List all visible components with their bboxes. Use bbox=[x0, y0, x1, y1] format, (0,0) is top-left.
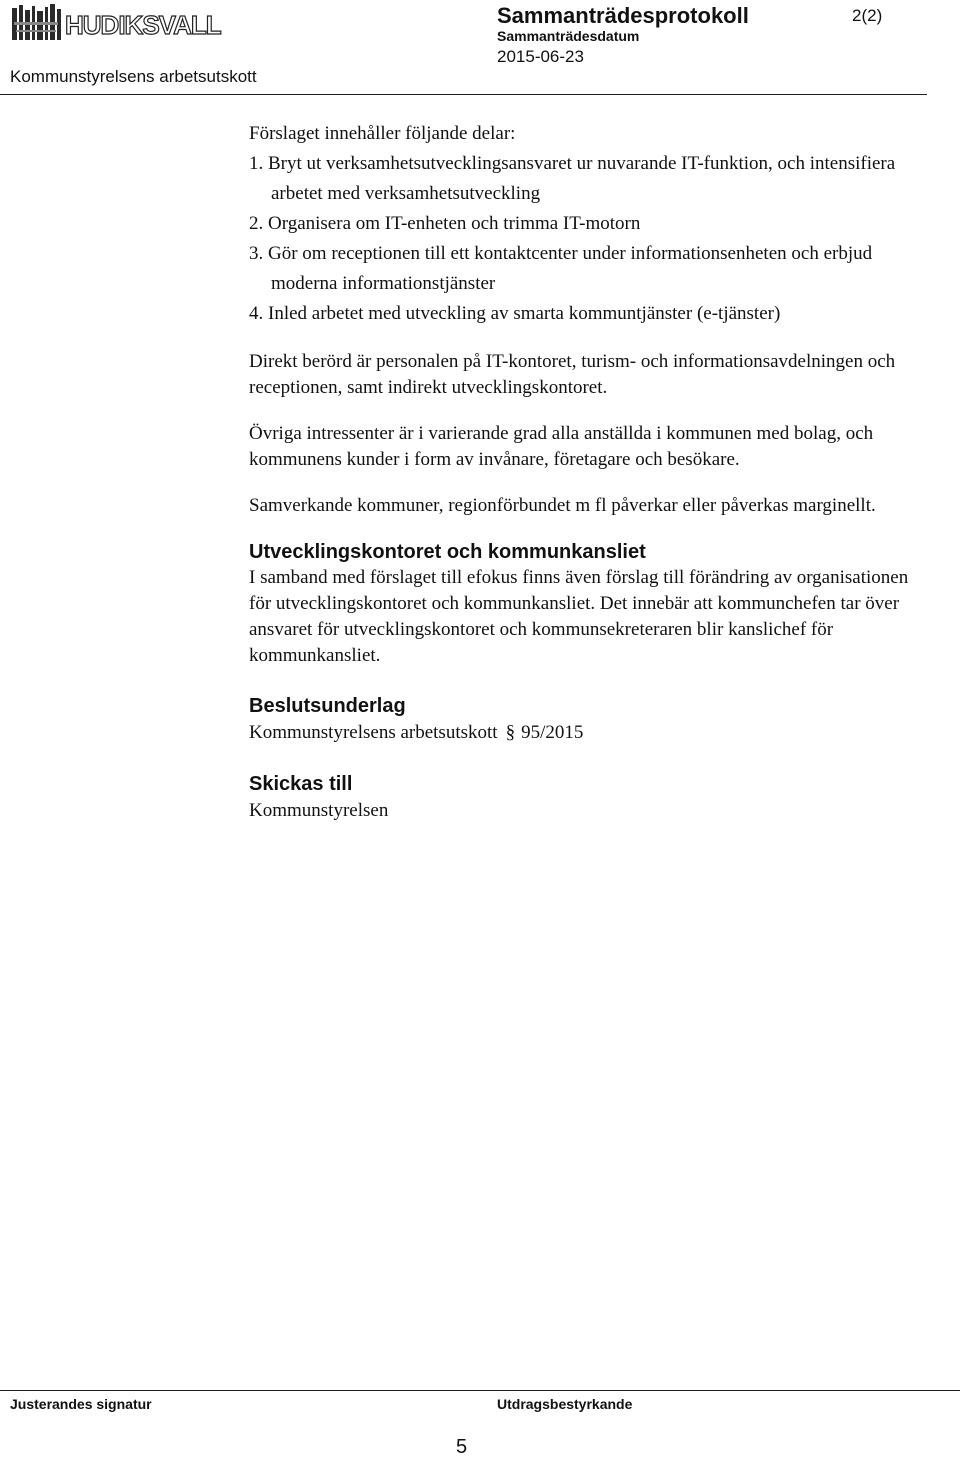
document-body bbox=[249, 119, 919, 825]
document-title: Sammanträdesprotokoll bbox=[497, 3, 749, 28]
heading-beslutsunderlag: Beslutsunderlag bbox=[249, 695, 406, 717]
beslutsunderlag-reference bbox=[249, 719, 919, 747]
meeting-date-label: Sammanträdesdatum bbox=[497, 28, 640, 44]
page-indicator: 2(2) bbox=[852, 6, 883, 25]
recipient: Kommunstyrelsen bbox=[249, 800, 389, 821]
paragraph-utvecklingskontoret: I samband med förslaget till efokus finns även förslag till förändring av organisationen för utvecklingskontoret och kommunkansliet. Det innebär att kommunchefen tar över ansvaret för utvecklingskontoret och kommunsekreteraren blir kanslichef för kommunkansliet. bbox=[249, 567, 909, 666]
paragraph-affected-staff: Direkt berörd är personalen på IT-kontoret, turism- och informationsavdelningen och receptionen, samt indirekt utvecklingskontoret. bbox=[249, 351, 896, 398]
list-item: 3. Gör om receptionen till ett kontaktcenter under informationsenheten och erbjud moderna informationstjänster bbox=[249, 243, 873, 294]
paragraph-stakeholders: Övriga intressenter är i varierande grad alla anställda i kommunen med bolag, och kommunens kunder i form av invånare, företagare och besökare. bbox=[249, 423, 874, 470]
footer-divider bbox=[0, 1390, 960, 1391]
committee-name: Kommunstyrelsens arbetsutskott bbox=[10, 67, 257, 86]
paragraph-cooperating: Samverkande kommuner, regionförbundet m fl påverkar eller påverkas marginellt. bbox=[249, 495, 876, 516]
municipality-logo bbox=[10, 2, 221, 44]
list-item: 4. Inled arbetet med utveckling av smarta kommuntjänster (e-tjänster) bbox=[249, 303, 781, 324]
proposal-intro: Förslaget innehåller följande delar: bbox=[249, 123, 516, 144]
section-symbol: § bbox=[505, 722, 516, 743]
page-number: 5 bbox=[456, 1436, 468, 1458]
list-item: 1. Bryt ut verksamhetsutvecklingsansvaret ur nuvarande IT-funktion, och intensifiera arbetet med verksamhetsutveckling bbox=[249, 153, 896, 204]
extract-certification-label: Utdragsbestyrkande bbox=[497, 1396, 633, 1412]
reference-number: 95/2015 bbox=[521, 722, 584, 743]
header-divider bbox=[0, 94, 927, 95]
heading-utvecklingskontoret: Utvecklingskontoret och kommunkansliet bbox=[249, 541, 646, 563]
meeting-date-value: 2015-06-23 bbox=[497, 47, 584, 66]
signature-label: Justerandes signatur bbox=[10, 1396, 152, 1412]
proposal-list bbox=[249, 149, 919, 329]
svg-text:HUDIKSVALL: HUDIKSVALL bbox=[65, 10, 221, 40]
heading-skickas-till: Skickas till bbox=[249, 773, 353, 795]
logo-graphic bbox=[10, 2, 221, 44]
list-item: 2. Organisera om IT-enheten och trimma IT-motorn bbox=[249, 213, 641, 234]
reference-body: Kommunstyrelsens arbetsutskott bbox=[249, 722, 498, 743]
